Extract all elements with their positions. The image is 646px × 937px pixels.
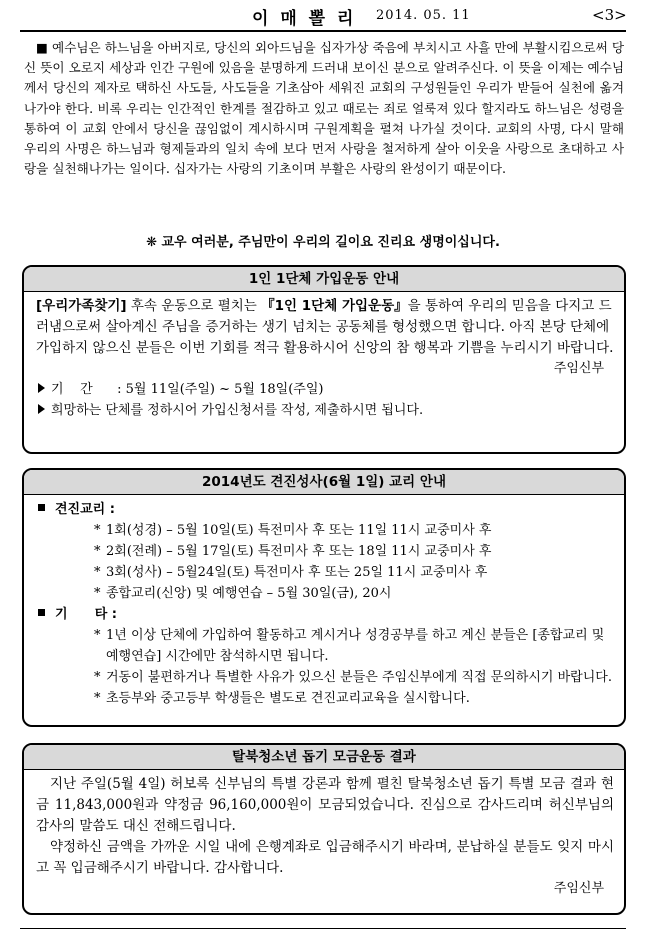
square-bullet-icon	[38, 504, 45, 511]
intro-paragraph: ■ 예수님은 하느님을 아버지로, 당신의 외아드님을 십자가상 죽음에 부치시고 사흘 만에 부활시킴으로써 당신 뜻이 오로지 세상과 인간 구원에 있음을 분명하게 드러내 보이신 분으로 알려주신다. 이 뜻을 이제는 예수님께서 당신의 제자로 택하신 사도들, 사도들을 기초삼아 세워진 교회의 구성원들인 우리가 받들어 실천에 옮겨나가야 한다. 비록 우리는 인간적인 한계를 절감하고 있고 때로는 죄로 얼룩져 있다 할지라도 하느님은 성령을 통하여 이 교회 안에서 당신을 끊임없이 계시하시며 구원계획을 펼쳐 나가실 것이다. 교회의 사명, 다시 말해 우리의 사명은 하느님과 형제들과의 일치 속에 보다 먼저 사랑을 철저하게 살아 이웃을 사랑으로 초대하고 사랑을 실천해나가는 일이다. 십자가는 사랑의 기초이며 부활은 사랑의 완성이기 때문이다.	[24, 40, 624, 177]
group-join-notice	[22, 265, 626, 454]
period-value: : 5월 11일(주일) ~ 5월 18일(주일)	[117, 382, 324, 397]
confirmation-notice	[22, 468, 626, 727]
fundraising-paragraph-1: 지난 주일(5월 4일) 허보록 신부님의 특별 강론과 함께 펼친 탈북청소년 돕기 특별 모금 결과 현금 11,843,000원과 약정금 96,160,000원이 모금되었습니다. 진심으로 감사드리며 허신부님의 감사의 말씀도 대신 전해드립니다.	[36, 776, 614, 834]
list-item: * 1회(성경) – 5월 10일(토) 특전미사 후 또는 11일 11시 교중미사 후	[94, 520, 614, 541]
page-number: <3>	[592, 6, 627, 24]
catechism-section	[38, 499, 614, 520]
list-item: * 거동이 불편하거나 특별한 사유가 있으신 분들은 주임신부에게 직접 문의하시기 바랍니다.	[94, 667, 614, 688]
join-note: 희망하는 단체를 정하시어 가입신청서를 작성, 제출하시면 됩니다.	[51, 403, 424, 418]
bulletin-date: 2014. 05. 11	[376, 8, 471, 23]
etc-notes-list	[38, 625, 614, 709]
group-join-title: 1인 1단체 가입운동 안내	[24, 267, 624, 292]
fundraising-paragraph-2: 약정하신 금액을 가까운 시일 내에 은행계좌로 입금해주시기 바라며, 분납하실 분들도 잊지 마시고 꼭 입금해주시기 바랍니다. 감사합니다.	[36, 839, 614, 876]
confirmation-body	[24, 495, 624, 709]
square-bullet-icon	[38, 609, 45, 616]
family-search-tag: [우리가족찾기]	[36, 298, 127, 314]
group-join-text-b: 을 통하여 우리의 믿음을 다지고 드러냄으로써 살아계신 주님을 증거하는 생기 넘치는 공동체를 형성했으면 합니다. 아직 본당 단체에 가입하지 않으신 분들은 이번 기회를 적극 활용하시어 신앙의 참 행복과 기쁨을 누리시기 바랍니다.	[36, 298, 614, 356]
pastor-signature: 주임신부	[553, 881, 604, 896]
period-label: 기 간	[51, 382, 93, 397]
etc-section	[38, 604, 614, 625]
triangle-bullet-icon	[38, 404, 45, 414]
list-item: * 1년 이상 단체에 가입하여 활동하고 계시거나 성경공부를 하고 계신 분들은 [종합교리 및 예행연습] 시간에만 참석하시면 됩니다.	[94, 625, 614, 667]
etc-label: 기 타 :	[55, 607, 117, 622]
bulletin-title: 이 매 뽈 리	[252, 9, 357, 29]
page-header	[20, 6, 626, 32]
motto-line: ❋ 교우 여러분, 주님만이 우리의 길이요 진리요 생명이십니다.	[146, 235, 500, 250]
group-join-paragraph	[36, 296, 614, 359]
note-row	[36, 400, 614, 421]
fundraising-result	[22, 743, 626, 915]
group-join-text-a: 후속 운동으로 펼치는	[126, 298, 262, 314]
triangle-bullet-icon	[38, 383, 45, 393]
period-row	[36, 379, 614, 400]
fundraising-body	[24, 770, 624, 899]
fundraising-title: 탈북청소년 돕기 모금운동 결과	[24, 745, 624, 770]
footer-divider	[20, 928, 626, 929]
list-item: * 종합교리(신앙) 및 예행연습 – 5월 30일(금), 20시	[94, 583, 614, 604]
list-item: * 초등부와 중고등부 학생들은 별도로 견진교리교육을 실시합니다.	[94, 688, 614, 709]
catechism-schedule-list	[38, 520, 614, 604]
list-item: * 2회(전례) – 5월 17일(토) 특전미사 후 또는 18일 11시 교중미사 후	[94, 541, 614, 562]
catechism-label: 견진교리 :	[55, 502, 115, 517]
group-join-body	[24, 292, 624, 421]
confirmation-title: 2014년도 견진성사(6월 1일) 교리 안내	[24, 470, 624, 495]
pastor-signature: 주임신부	[553, 361, 604, 376]
list-item: * 3회(성사) – 5월24일(토) 특전미사 후 또는 25일 11시 교중미사 후	[94, 562, 614, 583]
group-join-campaign-name: 『1인 1단체 가입운동』	[261, 298, 408, 314]
